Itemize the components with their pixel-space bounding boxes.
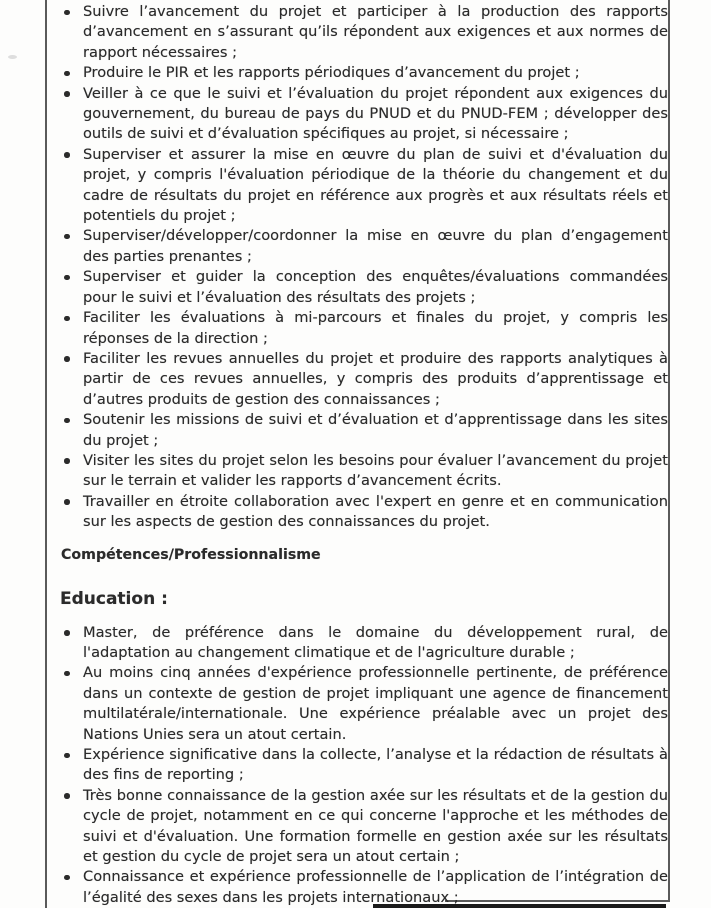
list-item (47, 226, 668, 267)
list-item-text: Suivre l’avancement du projet et participer à la production des rapports d’avancement en s’assurant qu’ils répondent aux exigences et aux normes de rapport nécessaires ; (83, 3, 668, 61)
document-content (47, 2, 668, 908)
bullet-icon (64, 458, 70, 464)
list-item-text: Veiller à ce que le suivi et l’évaluation du projet répondent aux exigences du gouvernement, du bureau de pays du PNUD et du PNUD-FEM ; développer des outils de suivi et d’évaluation spécifiques au projet, si nécessaire ; (83, 84, 668, 143)
bullet-icon (64, 316, 70, 322)
list-item-text: Faciliter les évaluations à mi-parcours et finales du projet, y compris les réponses de la direction ; (83, 309, 668, 347)
table-border-right (668, 0, 670, 902)
list-item-text: Produire le PIR et les rapports périodiques d’avancement du projet ; (83, 64, 580, 82)
list-item-text: Superviser et assurer la mise en œuvre du plan de suivi et d'évaluation du projet, y compris l'évaluation périodique de la théorie du changement et du cadre de résultats du projet en référence aux progrès et aux résultats réels et potentiels du projet ; (83, 145, 668, 225)
bullet-icon (64, 91, 70, 97)
bullet-icon (64, 753, 70, 759)
list-item (47, 663, 668, 745)
section-heading-education: Education : (60, 588, 168, 609)
scan-artifact (8, 55, 17, 59)
section-heading-competences: Compétences/Professionnalisme (61, 546, 321, 563)
list-item (47, 492, 668, 533)
list-item (47, 84, 668, 145)
list-item (47, 410, 668, 451)
list-item (47, 349, 668, 410)
list-item (47, 786, 668, 868)
bullet-icon (64, 356, 70, 362)
list-item-text: Faciliter les revues annuelles du projet et produire des rapports analytiques à partir de ces revues annuelles, y compris des produits d’apprentissage et d’autres produits de gestion des connaissances ; (83, 349, 668, 408)
bullet-icon (64, 793, 70, 799)
list-item (47, 63, 668, 83)
list-item-text: Master, de préférence dans le domaine du développement rural, de l'adaptation au changement climatique et de l'agriculture durable ; (83, 623, 668, 661)
education-list (47, 623, 668, 908)
bullet-icon (64, 630, 70, 636)
bullet-icon (64, 418, 70, 424)
bullet-icon (64, 10, 70, 16)
list-item (47, 745, 668, 786)
list-item (47, 867, 668, 908)
list-item (47, 623, 668, 664)
bullet-icon (64, 71, 70, 77)
bullet-icon (64, 152, 70, 158)
bullet-icon (64, 875, 70, 881)
list-item-text: Connaissance et expérience professionnelle de l’application de l’intégration de l’égalité des sexes dans les projets internationaux ; (83, 868, 668, 906)
list-item-text: Superviser et guider la conception des enquêtes/évaluations commandées pour le suivi et l’évaluation des résultats des projets ; (83, 268, 668, 306)
list-item (47, 451, 668, 492)
responsibilities-list (47, 2, 668, 533)
bullet-icon (64, 499, 70, 505)
bullet-icon (64, 234, 70, 240)
list-item (47, 267, 668, 308)
list-item (47, 308, 668, 349)
list-item (47, 2, 668, 63)
list-item-text: Visiter les sites du projet selon les besoins pour évaluer l’avancement du projet sur le terrain et valider les rapports d’avancement écrits. (83, 451, 668, 490)
list-item-text: Très bonne connaissance de la gestion axée sur les résultats et de la gestion du cycle de projet, notamment en ce qui concerne l'approche et les méthodes de suivi et d'évaluation. Une formation formelle en gestion axée sur les résultats et gestion du cycle de projet sera un atout certain ; (83, 786, 668, 866)
list-item-text: Expérience significative dans la collecte, l’analyse et la rédaction de résultats à des fins de reporting ; (83, 746, 668, 784)
list-item-text: Au moins cinq années d'expérience professionnelle pertinente, de préférence dans un contexte de gestion de projet impliquant une agence de financement multilatérale/internationale. Une expérience préalable avec un projet des Nations Unies sera un atout certain. (83, 664, 668, 743)
list-item (47, 145, 668, 227)
bullet-icon (64, 275, 70, 281)
list-item-text: Travailler en étroite collaboration avec l'expert en genre et en communication sur les aspects de gestion des connaissances du projet. (83, 492, 668, 531)
list-item-text: Superviser/développer/coordonner la mise en œuvre du plan d’engagement des parties prenantes ; (83, 227, 668, 265)
bullet-icon (64, 671, 70, 677)
list-item-text: Soutenir les missions de suivi et d’évaluation et d’apprentissage dans les sites du projet ; (83, 411, 668, 449)
